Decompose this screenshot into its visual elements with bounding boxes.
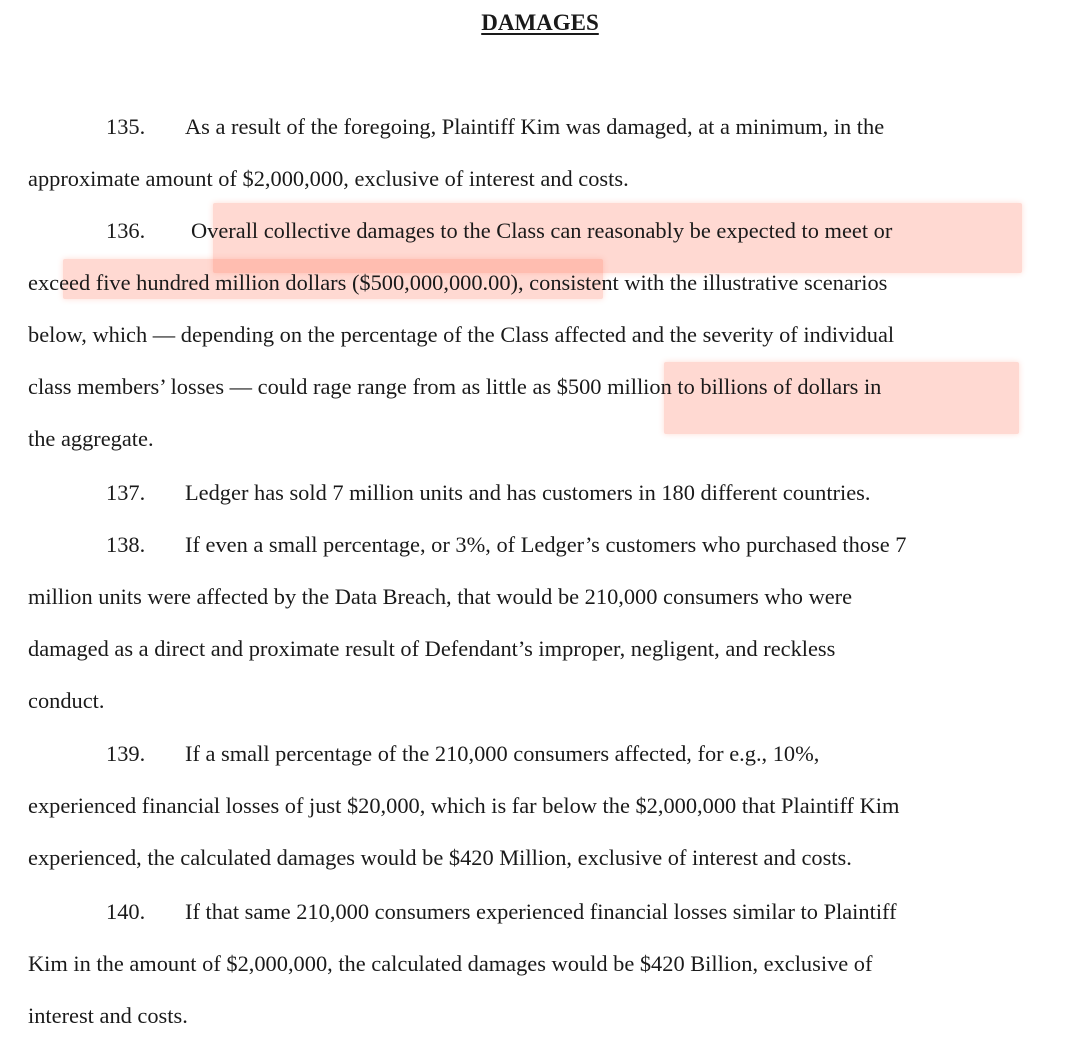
paragraph-138-line-3: damaged as a direct and proximate result of Defendant’s improper, negligent, and reckless <box>28 636 836 661</box>
paragraph-139-line-1: 139. If a small percentage of the 210,000 consumers affected, for e.g., 10%, <box>106 739 819 769</box>
paragraph-number: 136. <box>106 218 146 243</box>
paragraph-140-line-3: interest and costs. <box>28 1003 188 1028</box>
paragraph-136-line-2: exceed five hundred million dollars ($500,000,000.00), consistent with the illustrative scenarios <box>28 270 888 295</box>
paragraph-139-line-3: experienced, the calculated damages would be $420 Million, exclusive of interest and costs. <box>28 845 852 870</box>
paragraph-number: 140. <box>106 899 146 924</box>
paragraph-138-line-4: conduct. <box>28 688 105 713</box>
paragraph-number: 138. <box>106 532 146 557</box>
paragraph-135-line-2: approximate amount of $2,000,000, exclusive of interest and costs. <box>28 166 629 191</box>
paragraph-number: 135. <box>106 114 146 139</box>
paragraph-139-line-2: experienced financial losses of just $20,000, which is far below the $2,000,000 that Plaintiff Kim <box>28 793 900 818</box>
paragraph-136-line-5: the aggregate. <box>28 426 154 451</box>
paragraph-number: 139. <box>106 741 146 766</box>
section-heading: DAMAGES <box>481 10 599 35</box>
paragraph-135-line-1: 135. As a result of the foregoing, Plaintiff Kim was damaged, at a minimum, in the <box>106 112 884 142</box>
paragraph-136-line-3: below, which — depending on the percentage of the Class affected and the severity of individual <box>28 322 895 347</box>
paragraph-138-line-1: 138. If even a small percentage, or 3%, of Ledger’s customers who purchased those 7 <box>106 530 906 560</box>
paragraph-140-line-2: Kim in the amount of $2,000,000, the calculated damages would be $420 Billion, exclusive of <box>28 951 873 976</box>
paragraph-137-line-1: 137. Ledger has sold 7 million units and has customers in 180 different countries. <box>106 478 870 508</box>
paragraph-138-line-2: million units were affected by the Data Breach, that would be 210,000 consumers who were <box>28 584 853 609</box>
paragraph-136-line-4: class members’ losses — could rage range from as little as $500 million to billions of dollars in <box>28 374 882 399</box>
paragraph-140-line-1: 140. If that same 210,000 consumers experienced financial losses similar to Plaintiff <box>106 897 897 927</box>
paragraph-number: 137. <box>106 480 146 505</box>
paragraph-136-line-1: 136. Overall collective damages to the Class can reasonably be expected to meet or <box>106 216 892 246</box>
